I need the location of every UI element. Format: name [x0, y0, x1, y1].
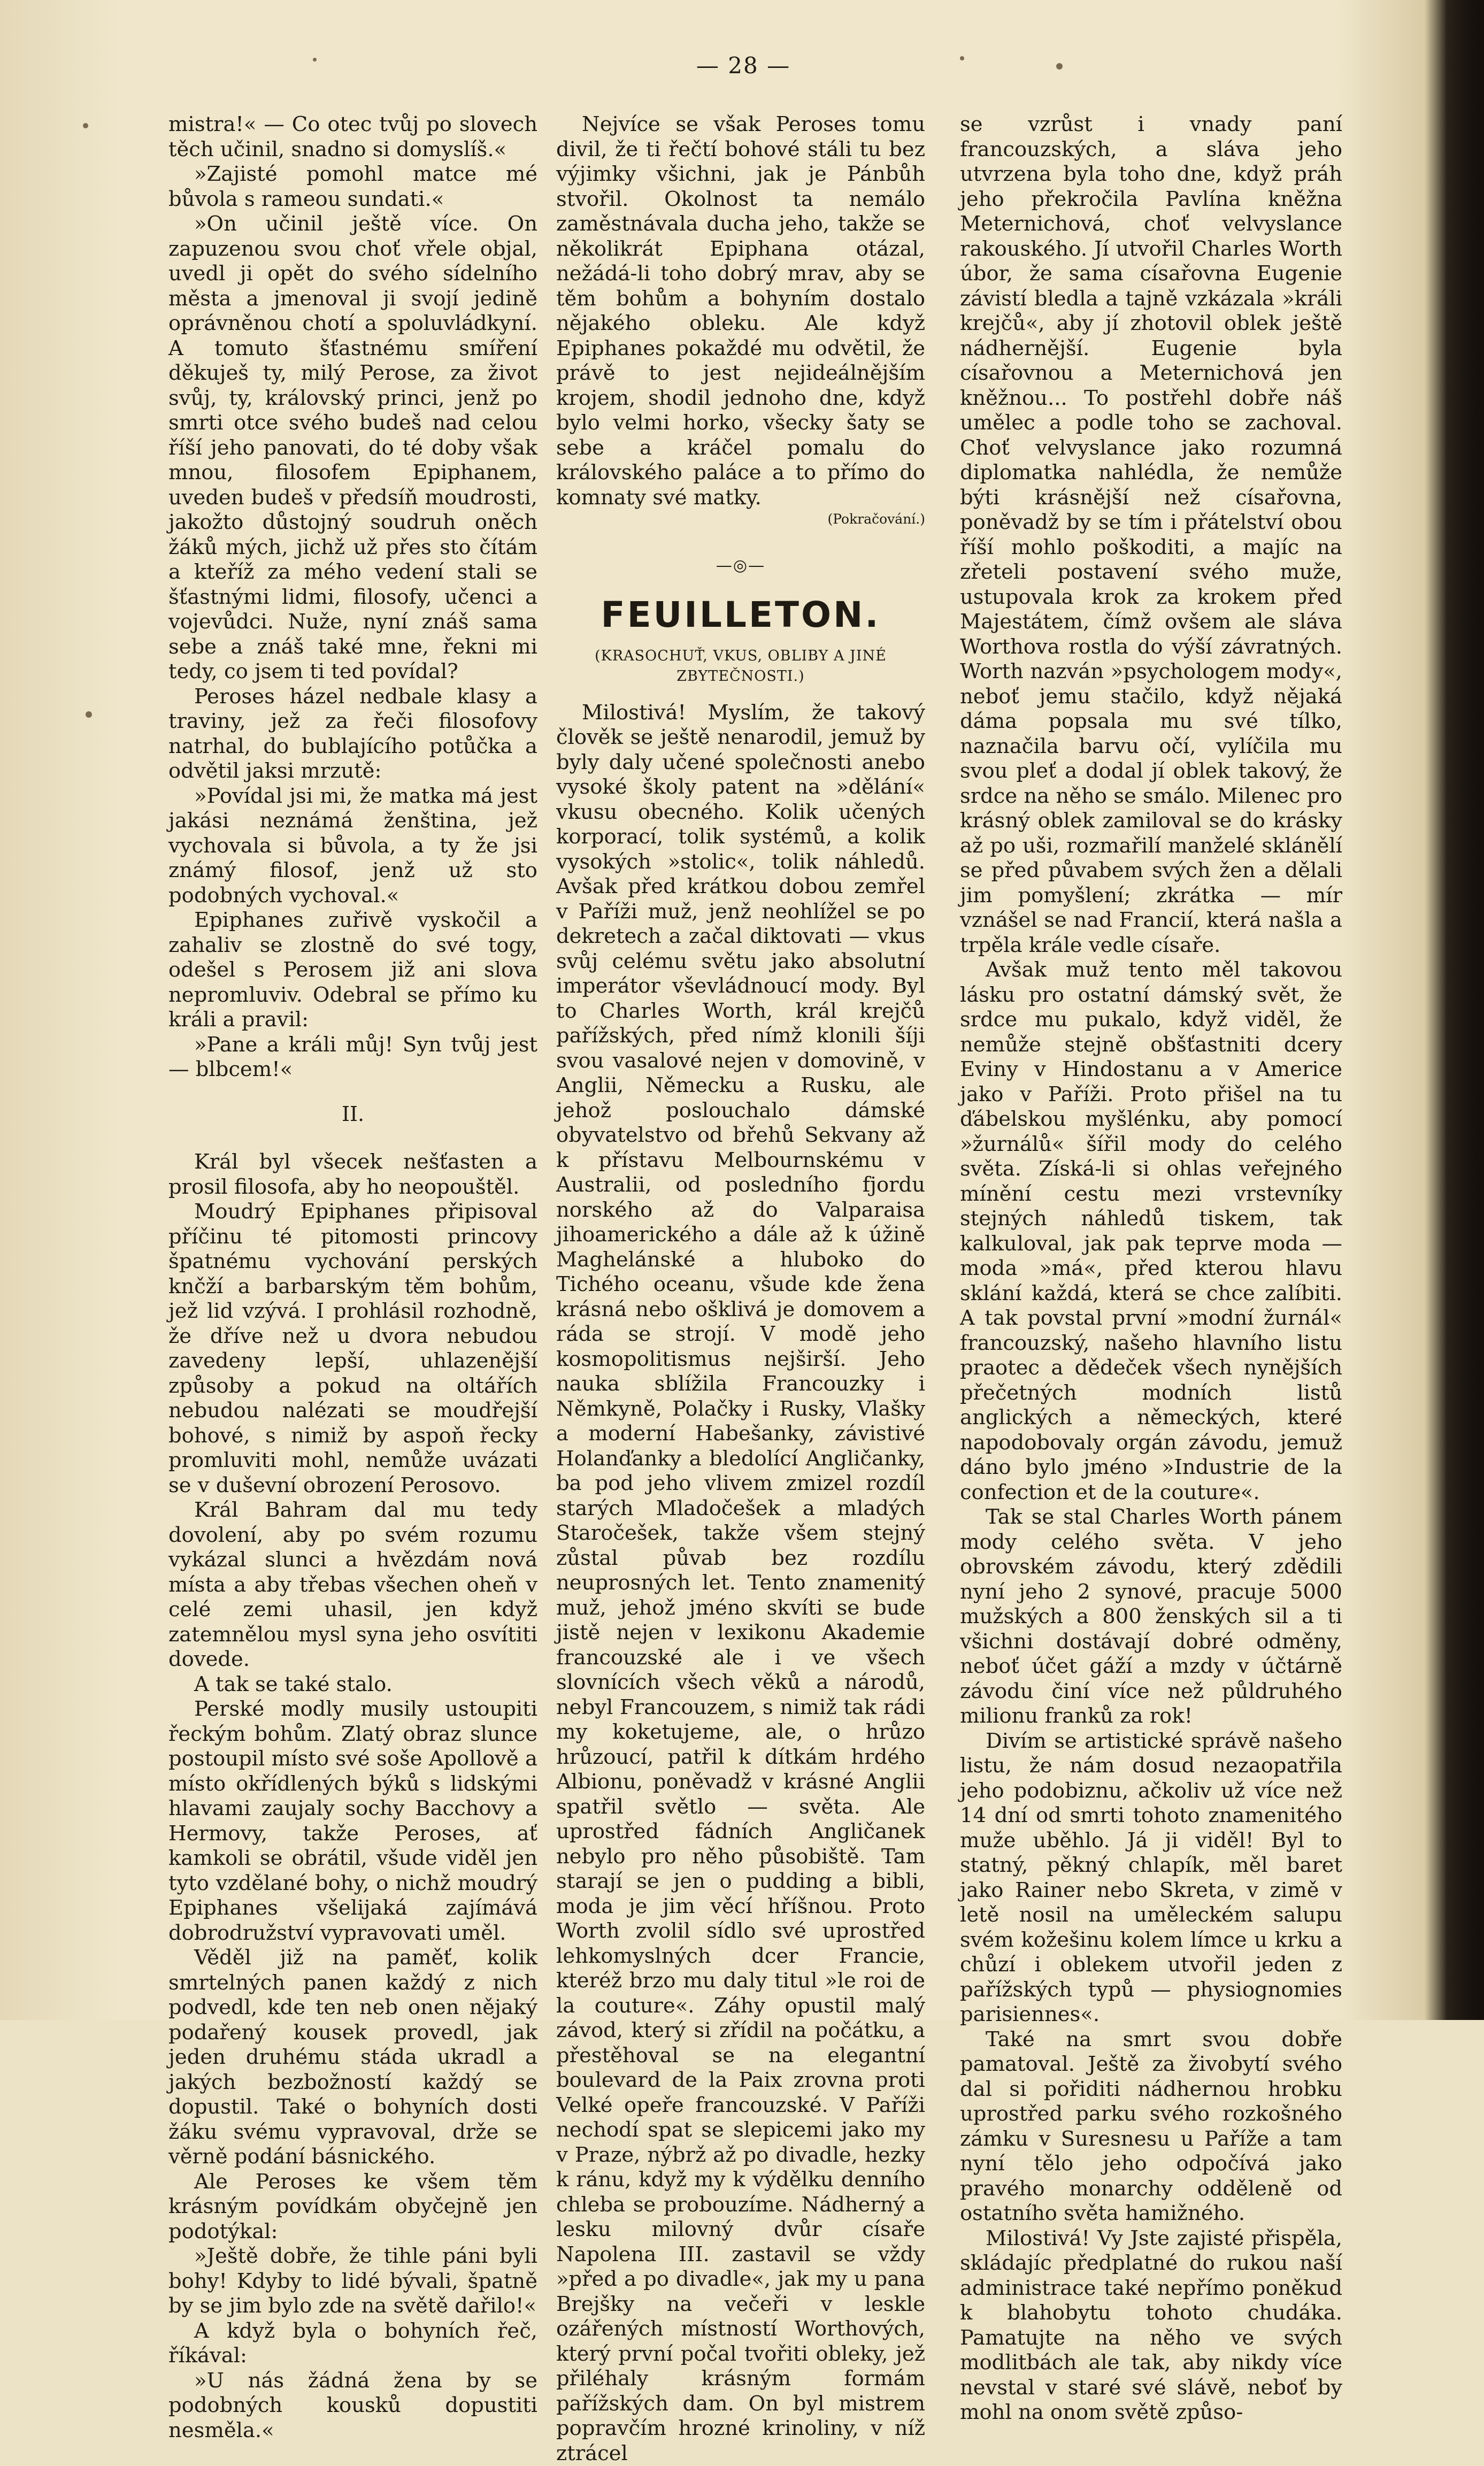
paragraph: »On učinil ještě více. On zapuzenou svou choť vřele objal, uvedl ji opět do svého sídelního města a jmenoval ji svojí jedině oprávněnou chotí a spoluvládkyní. A tomuto šťastnému smíření děkuješ ty, milý Perose, za život svůj, ty, královský princi, jenž po smrti otce svého budeš nad celou říší jeho panovati, do té doby však mnou, filosofem Epiphanem, uveden budeš v předsíň moudrosti, jakožto důstojný soudruh oněch žáků mých, jichž už přes sto čítám a kteříž za mého vedení stali se šťastnými lidmi, filosofy, učenci a vojevůdci. Nuže, nyní znáš sama sebe a znáš také mne, řekni mi tedy, co jsem ti ted povídal? [168, 212, 537, 685]
paragraph: »Zajisté pomohl matce mé bůvola s rameou sundati.« [168, 162, 537, 212]
paragraph: Milostivá! Myslím, že takový člověk se ještě nenarodil, jemuž by byly daly učené společnosti anebo vysoké školy patent na »dělání« vkusu obecného. Kolik učených korporací, tolik systémů, a kolik vysokých »stolic«, tolik náhledů. Avšak před krátkou dobou zemřel v Paříži muž, jenž neohlížel se po dekretech a začal diktovati — vkus svůj celému světu jako absolutní imperátor vševládnoucí mody. Byl to Charles Worth, král krejčů pařížských, před nímž klonili šíji svou vasalové nejen v domovině, v Anglii, Německu a Rusku, ale jehož poslouchalo dámské obyvatelstvo od břehů Sekvany až k přístavu Melbournskému v Australii, od posledního fjordu norského až do Valparaisa jihoamerického a dále až k úžině Maghelánské a hluboko do Tichého oceanu, všude kde žena krásná nebo ošklivá je domovem a ráda se strojí. V modě jeho kosmopolitismus nejširší. Jeho nauka sblížila Francouzky i Němkyně, Polačky i Rusky, Vlašky a moderní Habešanky, závistivé Holanďanky a bledolící Angličanky, ba pod jeho vlivem zmizel rozdíl starých Mladočešek a mladých Staročešek, takže všem stejný zůstal půvab bez rozdílu neuprosných let. Tento znamenitý muž, jehož jméno skvíti se bude jistě nejen v lexikonu Akademie francouzské ale i ve všech slovnících všech věků a národů, nebyl Francouzem, s nimiž tak rádi my koketujeme, ale, o hrůzo hrůzoucí, patřil k dítkám hrdého Albionu, poněvadž v krásné Anglii spatřil světlo — světa. Ale uprostřed fádních Angličanek nebylo pro něho působiště. Tam starají se jen o pudding a bibli, moda je jim věcí hříšnou. Proto Worth zvolil sídlo své uprostřed lehkomyslných dcer Francie, kteréž brzo mu daly titul »le roi de la couture«. Záhy opustil malý závod, který si zřídil na počátku, a přestěhoval se na elegantní boulevard de la Paix zrovna proti Velké opeře francouzské. V Paříži nechodí spat se slepicemi jako my v Praze, nýbrž až po divadle, hezky k ránu, když my k výdělku denního chleba se probouzíme. Nádherný a lesku milovný dvůr císaře Napolena III. zastavil se vždy »před a po divadle«, jak my u pana Brejšky na večeři v leskle ozářených místností Worthových, který první počal tvořiti obleky, jež přiléhaly krásným formám pařížských dam. On byl mistrem popravčím hrozné krinoliny, v níž ztrácel [556, 701, 925, 2466]
section-number: II. [168, 1102, 537, 1127]
paragraph: Také na smrt svou dobře pamatoval. Ještě za živobytí svého dal si pořiditi nádhernou hrobku uprostřed parku svého rozkošného zámku v Suresnesu u Paříže a tam nyní tělo jeho odpočívá jako pravého monarchy odděleně od ostatního světa hamižného. [960, 2027, 1342, 2226]
paragraph: »Pane a králi můj! Syn tvůj jest — blbcem!« [168, 1033, 537, 1082]
page-number: — 28 — [690, 52, 797, 79]
paragraph: »Ještě dobře, že tihle páni byli bohy! Kdyby to lidé bývali, špatně by se jim bylo zde na světě dařilo!« [168, 2244, 537, 2319]
paragraph: Avšak muž tento měl takovou lásku pro ostatní dámský svět, že srdce mu pukalo, když viděl, že nemůže stejně obšťastniti dcery Eviny v Hindostanu a v Americe jako v Paříži. Proto přišel na tu ďábelskou myšlénku, aby pomocí »žurnálů« šířil mody do celého světa. Získá-li si ohlas veřejného mínění cestu mezi vrstevníky stejných náhledů tiskem, tak kalkuloval, jak pak teprve moda — moda »má«, před kterou hlavu sklání každá, která se chce zalíbiti. A tak povstal první »modní žurnál« francouzský, našeho hlavního listu praotec a dědeček všech nynějších přečetných modních listů anglických a německých, které napodobovaly orgán závodu, jemuž dáno bylo jméno »Industrie de la confection et de la couture«. [960, 958, 1342, 1505]
speck [83, 123, 88, 128]
paragraph: Epiphanes zuřivě vyskočil a zahaliv se zlostně do své togy, odešel s Perosem již ani slova nepromluviv. Odebral se přímo ku králi a pravil: [168, 908, 537, 1033]
paragraph: Věděl již na paměť, kolik smrtelných panen každý z nich podvedl, kde ten neb onen nějaký podařený kousek provedl, jak jeden druhému stáda ukradl a jakých bezbožností každý se dopustil. Také o bohyních dosti žáku svému vypravoval, drže se věrně podání básnického. [168, 1946, 537, 2170]
continued-note: (Pokračování.) [556, 507, 925, 532]
page-edge-shadow [1444, 0, 1484, 2020]
column-left [168, 112, 537, 2443]
feuilleton-heading: FEUILLETON. [556, 603, 925, 628]
paragraph: »U nás žádná žena by se podobných kousků dopustiti nesměla.« [168, 2369, 537, 2444]
paragraph: Moudrý Epiphanes připisoval příčinu té pitomosti princovy špatnému vychování perských knčží a barbarským těm bohům, jež lid vzývá. I prohlásil rozhodně, že dříve než u dvora nebudou zavedeny lepší, uhlazenější způsoby a pokud na oltářích nebudou nalézati se moudřejší bohové, s nimiž by aspoň řecky promluviti mohl, nemůže uvázati se v duševní obrození Perosovo. [168, 1200, 537, 1498]
speck [313, 58, 317, 62]
paragraph: Milostivá! Vy Jste zajisté přispěla, skládajíc předplatné do rukou naší administrace také nepřímo poněkud k blahobytu tohoto chudáka. Pamatujte na něho ve svých modlitbách ale tak, aby nikdy více nevstal v staré své slávě, neboť by mohl na onom světě způso- [960, 2226, 1342, 2425]
section-divider: —◎— [556, 554, 925, 579]
speck [960, 56, 964, 60]
speck [86, 711, 92, 718]
paragraph: Nejvíce se však Peroses tomu divil, že ti řečtí bohové stáli tu bez výjimky všichni, jak je Pánbůh stvořil. Okolnost ta nemálo zaměstnávala ducha jeho, takže se několikrát Epiphana otázal, nežádá-li toho dobrý mrav, aby se těm bohům a bohyním dostalo nějakého obleku. Ale když Epiphanes pokaždé mu odvětil, že právě to jest nejideálnějším krojem, shodil jednoho dne, když bylo velmi horko, všecky šaty se sebe a kráčel pomalu do královského paláce a to přímo do komnaty své matky. [556, 112, 925, 510]
paragraph: Ale Peroses ke všem těm krásným povídkám obyčejně jen podotýkal: [168, 2170, 537, 2245]
paragraph: Tak se stal Charles Worth pánem mody celého světa. V jeho obrovském závodu, který zdědili nyní jeho 2 synové, pracuje 5000 mužských a 800 ženských sil a ti všichni dostávají dobré odměny, neboť účet gáží a mzdy v účtárně závodu činí více než půldruhého milionu franků za rok! [960, 1505, 1342, 1729]
paragraph: Perské modly musily ustoupiti řeckým bohům. Zlatý obraz slunce postoupil místo své soše Apollově a místo okřídlených býků s lidskými hlavami zaujaly sochy Bacchovy a Hermovy, takže Peroses, ať kamkoli se obrátil, všude viděl jen tyto vzdělané bohy, o nichž moudrý Epiphanes všelijaká zajímává dobrodružství vypravovati uměl. [168, 1697, 537, 1946]
paragraph: Divím se artistické správě našeho listu, že nám dosud nezaopatřila jeho podobiznu, ačkoliv už více než 14 dní od smrti tohoto znamenitého muže uběhlo. Já ji viděl! Byl to statný, pěkný chlapík, měl baret jako Rainer nebo Skreta, v zimě v letě nosil na uměleckém salupu svém kožešinu kolem límce u krku a chůzí i oblekem utvořil jeden z pařížských typů — physiognomies parisiennes«. [960, 1729, 1342, 2027]
speck [1056, 63, 1063, 70]
paragraph: »Povídal jsi mi, že matka má jest jakási neznámá ženština, jež vychovala si bůvola, a ty že jsi známý filosof, jenž už sto podobných vychoval.« [168, 784, 537, 909]
paragraph: A tak se také stalo. [168, 1672, 537, 1697]
paragraph: Král byl všecek nešťasten a prosil filosofa, aby ho neopouštěl. [168, 1150, 537, 1200]
paragraph: A když byla o bohyních řeč, říkával: [168, 2319, 537, 2369]
paragraph: se vzrůst i vnady paní francouzských, a sláva jeho utvrzena byla toho dne, když práh jeho překročila Pavlína kněžna Meternichová, choť velvyslance rakouského. Jí utvořil Charles Worth úbor, že sama císařovna Eugenie závistí bledla a tajně vzkázala »králi krejčů«, aby jí zhotovil oblek ještě nádhernější. Eugenie byla císařovnou a Meternichová jen kněžnou... To postřehl dobře náš umělec a podle toho se zachoval. Choť velvyslance jako rozumná diplomatka nahlédla, že nemůže býti krásnější než císařovna, poněvadž by se tím i přátelství obou říší mohlo poškoditi, a majíc na zřeteli postavení svého muže, ustupovala krok za krokem před Majestátem, čímž ovšem ale sláva Worthova rostla do výší závratných. Worth nazván »psychologem mody«, neboť jemu stačilo, když nějaká dáma popsala mu své tílko, naznačila barvu očí, vylíčila mu svou pleť a dodal jí oblek takový, že srdce na něho se smálo. Milenec pro krásný oblek zamiloval se do krásky až po uši, rozmařilí manželé sklánělí se před půvabem svých žen a dělali jim pomyšlení; zkrátka — mír vznášel se nad Francií, která našla a trpěla krále vedle císaře. [960, 112, 1342, 958]
feuilleton-subtitle: (KRASOCHUŤ, VKUS, OBLIBY A JINÉ ZBYTEČNOSTI.) [556, 646, 925, 687]
paragraph: Král Bahram dal mu tedy dovolení, aby po svém rozumu vykázal slunci a hvězdám nová místa a aby třebas všechen oheň v celé zemi uhasil, jen když zatemnělou mysl syna jeho osvítiti dovede. [168, 1498, 537, 1672]
column-right [960, 112, 1342, 2425]
paragraph: mistra!« — Co otec tvůj po slovech těch učinil, snadno si domyslíš.« [168, 112, 537, 162]
column-middle [556, 112, 925, 2466]
paragraph: Peroses házel nedbale klasy a traviny, jež za řeči filosofovy natrhal, do bublajícího potůčka a odvětil jaksi mrzutě: [168, 685, 537, 784]
